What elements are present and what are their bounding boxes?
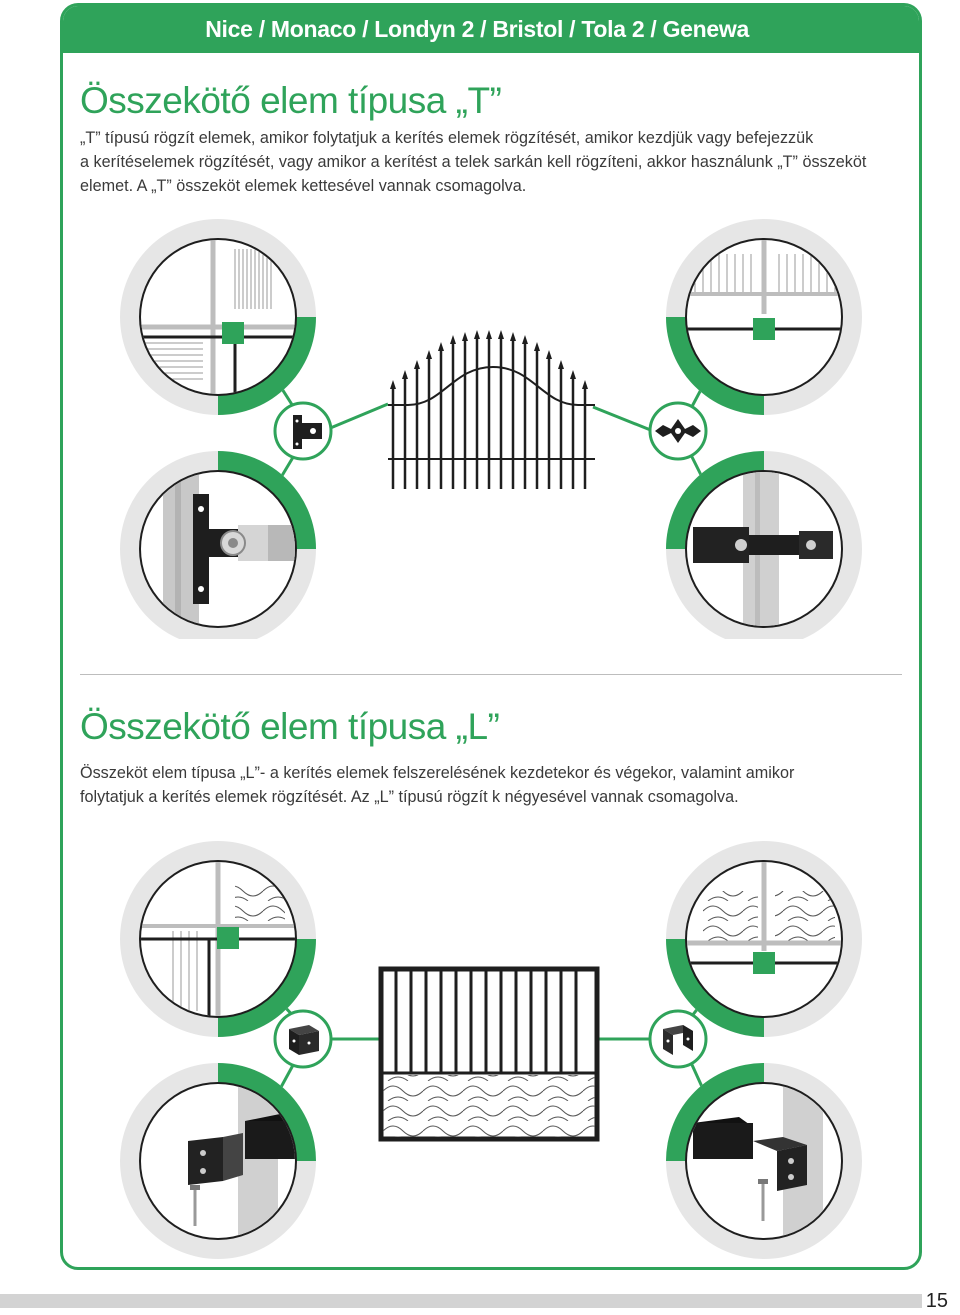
arched-fence-panel [388, 330, 595, 489]
t-topview-left-zoom [120, 219, 316, 419]
page-footer-strip [0, 1294, 922, 1308]
l-bracket-right-zoom [666, 1063, 862, 1259]
l-connector-icon-left [275, 1011, 331, 1067]
t-connector-illustration [63, 219, 919, 639]
l-bracket-left-zoom [120, 1063, 316, 1259]
t-bracket-left-zoom [120, 451, 338, 639]
section-divider [80, 674, 902, 675]
header-title: Nice / Monaco / Londyn 2 / Bristol / Tola 2 / Genewa [205, 16, 749, 42]
connector-lines [268, 367, 713, 499]
t-bracket-right-zoom [666, 451, 862, 639]
t-topview-right-zoom [663, 219, 863, 415]
l-connector-icon-right [650, 1011, 706, 1067]
t-connector-icon-left [275, 403, 331, 459]
l-connector-illustration [63, 841, 919, 1261]
section-l-heading: Összekötő elem típusa „L” [80, 706, 500, 747]
page-frame [60, 3, 922, 1270]
page-header [63, 6, 919, 53]
section-l-description: Összeköt elem típusa „L”- a kerítés elemek felszerelésének kezdetekor és végekor, valamint amikor folytatjuk a kerítés elemek rögzítését. Az „L” típusú rögzít k négyesével vannak csomagolva. [80, 764, 795, 806]
section-t-heading: Összekötő elem típusa „T” [80, 80, 502, 121]
l-topview-right-zoom [663, 841, 863, 1037]
straight-fence-panel [381, 969, 597, 1139]
page-number: 15 [925, 1290, 948, 1312]
t-connector-icon-right [650, 403, 706, 459]
section-t-description: „T” típusú rögzít elemek, amikor folytatjuk a kerítés elemek rögzítését, amikor kezdjük vagy befejezzük a kerítéselemek rögzítését, vagy amikor a kerítést a telek sarkán kell rögzíteni, akkor használunk „T” összeköt elemet. A „T” összeköt elemek kettesével vannak csomagolva. [80, 129, 867, 195]
